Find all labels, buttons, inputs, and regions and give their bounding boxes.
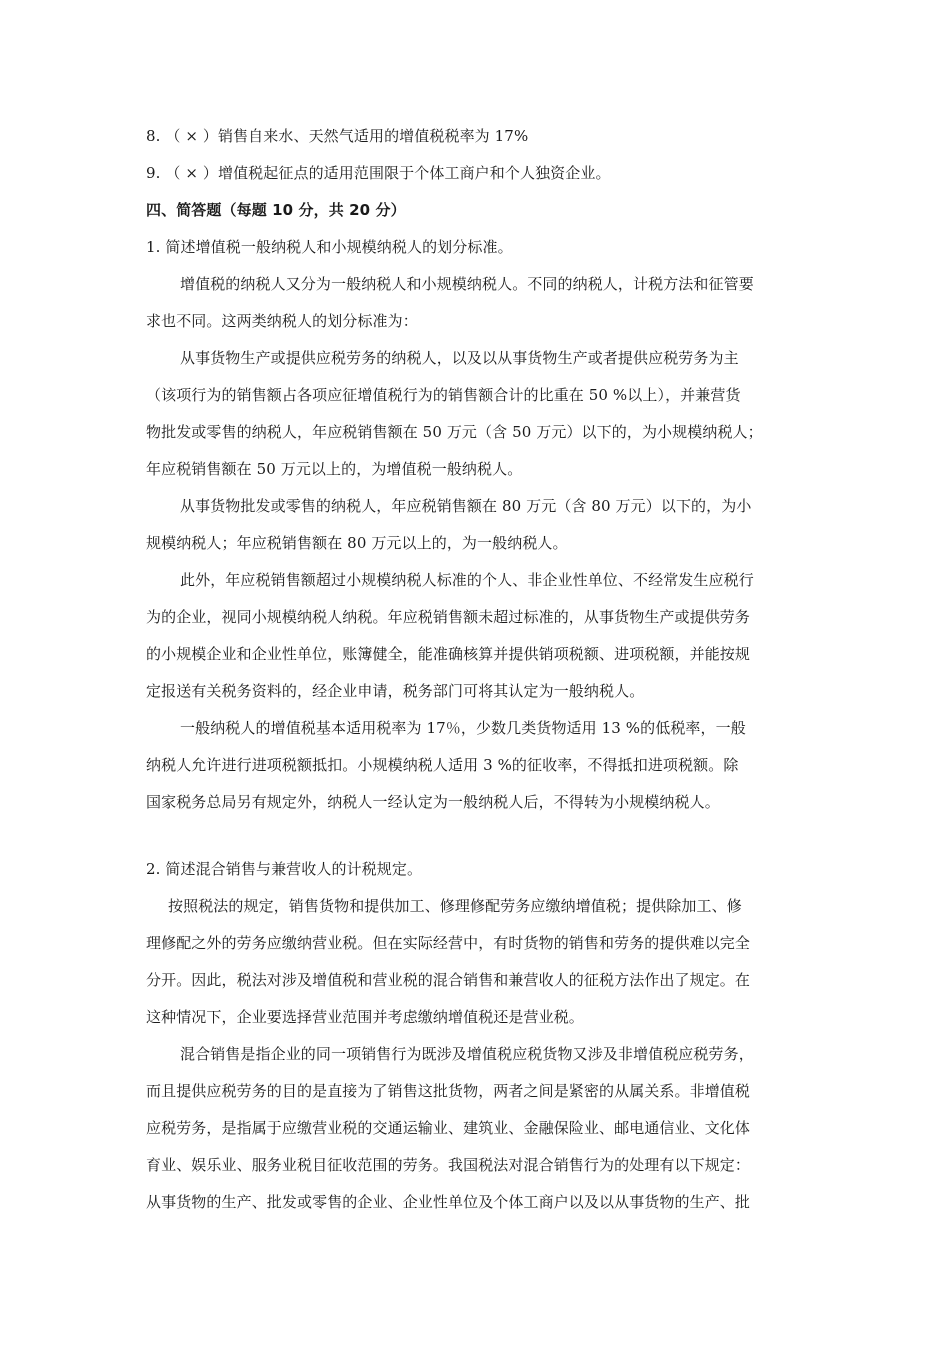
- q1-paragraph-line: 从事货物批发或零售的纳税人，年应税销售额在 80 万元（含 80 万元）以下的，为小: [180, 497, 752, 515]
- q1-paragraph-line: 为的企业，视同小规模纳税人纳税。年应税销售额未超过标准的，从事货物生产或提供劳务: [146, 608, 751, 626]
- q1-paragraph-line: 国家税务总局另有规定外，纳税人一经认定为一般纳税人后，不得转为小规模纳税人。: [146, 793, 720, 811]
- q1-paragraph-line: 纳税人允许进行进项税额抵扣。小规模纳税人适用 3 %的征收率，不得抵扣进项税额。除: [146, 756, 739, 774]
- q1-paragraph-line: 物批发或零售的纳税人，年应税销售额在 50 万元（含 50 万元）以下的，为小规模纳税人；: [146, 423, 763, 441]
- q2-paragraph-line: 分开。因此，税法对涉及增值税和营业税的混合销售和兼营收人的征税方法作出了规定。在: [146, 971, 751, 989]
- q2-paragraph-line: 这种情况下，企业要选择营业范围并考虑缴纳增值税还是营业税。: [146, 1008, 584, 1026]
- q1-paragraph-line: 年应税销售额在 50 万元以上的，为增值税一般纳税人。: [146, 460, 523, 478]
- q1-paragraph-line: 一般纳税人的增值税基本适用税率为 17％，少数几类货物适用 13 %的低税率，一般: [180, 719, 746, 737]
- q2-paragraph-line: 理修配之外的劳务应缴纳营业税。但在实际经营中，有时货物的销售和劳务的提供难以完全: [146, 934, 751, 952]
- q1-paragraph-line: 定报送有关税务资料的，经企业申请，税务部门可将其认定为一般纳税人。: [146, 682, 645, 700]
- q2-paragraph-line: 混合销售是指企业的同一项销售行为既涉及增值税应税货物又涉及非增值税应税劳务，: [180, 1045, 754, 1063]
- section-heading: 四、简答题（每题 10 分，共 20 分）: [146, 201, 406, 219]
- q1-paragraph-line: 的小规模企业和企业性单位，账簿健全，能准确核算并提供销项税额、进项税额，并能按规: [146, 645, 751, 663]
- q2-paragraph-line: 育业、娱乐业、服务业税目征收范围的劳务。我国税法对混合销售行为的处理有以下规定：: [146, 1156, 751, 1174]
- q1-paragraph-line: 增值税的纳税人又分为一般纳税人和小规模纳税人。不同的纳税人，计税方法和征管要: [180, 275, 754, 293]
- q2-paragraph-line: 应税劳务，是指属于应缴营业税的交通运输业、建筑业、金融保险业、邮电通信业、文化体: [146, 1119, 751, 1137]
- q1-paragraph-line: 规模纳税人；年应税销售额在 80 万元以上的，为一般纳税人。: [146, 534, 568, 552]
- q2-paragraph-line: 按照税法的规定，销售货物和提供加工、修理修配劳务应缴纳增值税；提供除加工、修: [168, 897, 742, 915]
- q2-paragraph-line: 从事货物的生产、批发或零售的企业、企业性单位及个体工商户以及以从事货物的生产、批: [146, 1193, 751, 1211]
- judgment-item-8: 8. （ × ）销售自来水、天然气适用的增值税税率为 17%: [146, 127, 529, 145]
- q1-paragraph-line: 求也不同。这两类纳税人的划分标准为：: [146, 312, 418, 330]
- question-2-title: 2. 简述混合销售与兼营收人的计税规定。: [146, 860, 423, 878]
- judgment-item-9: 9. （ × ）增值税起征点的适用范围限于个体工商户和个人独资企业。: [146, 164, 611, 182]
- q1-paragraph-line: 从事货物生产或提供应税劳务的纳税人，以及以从事货物生产或者提供应税劳务为主: [180, 349, 739, 367]
- q2-paragraph-line: 而且提供应税劳务的目的是直接为了销售这批货物，两者之间是紧密的从属关系。非增值税: [146, 1082, 751, 1100]
- paragraph-gap: [146, 821, 814, 851]
- q1-paragraph-line: 此外，年应税销售额超过小规模纳税人标准的个人、非企业性单位、不经常发生应税行: [180, 571, 754, 589]
- question-1-title: 1. 简述增值税一般纳税人和小规模纳税人的划分标准。: [146, 238, 513, 256]
- q1-paragraph-line: （该项行为的销售额占各项应征增值税行为的销售额合计的比重在 50 %以上），并兼营货: [146, 386, 741, 404]
- document-page: [146, 118, 814, 1221]
